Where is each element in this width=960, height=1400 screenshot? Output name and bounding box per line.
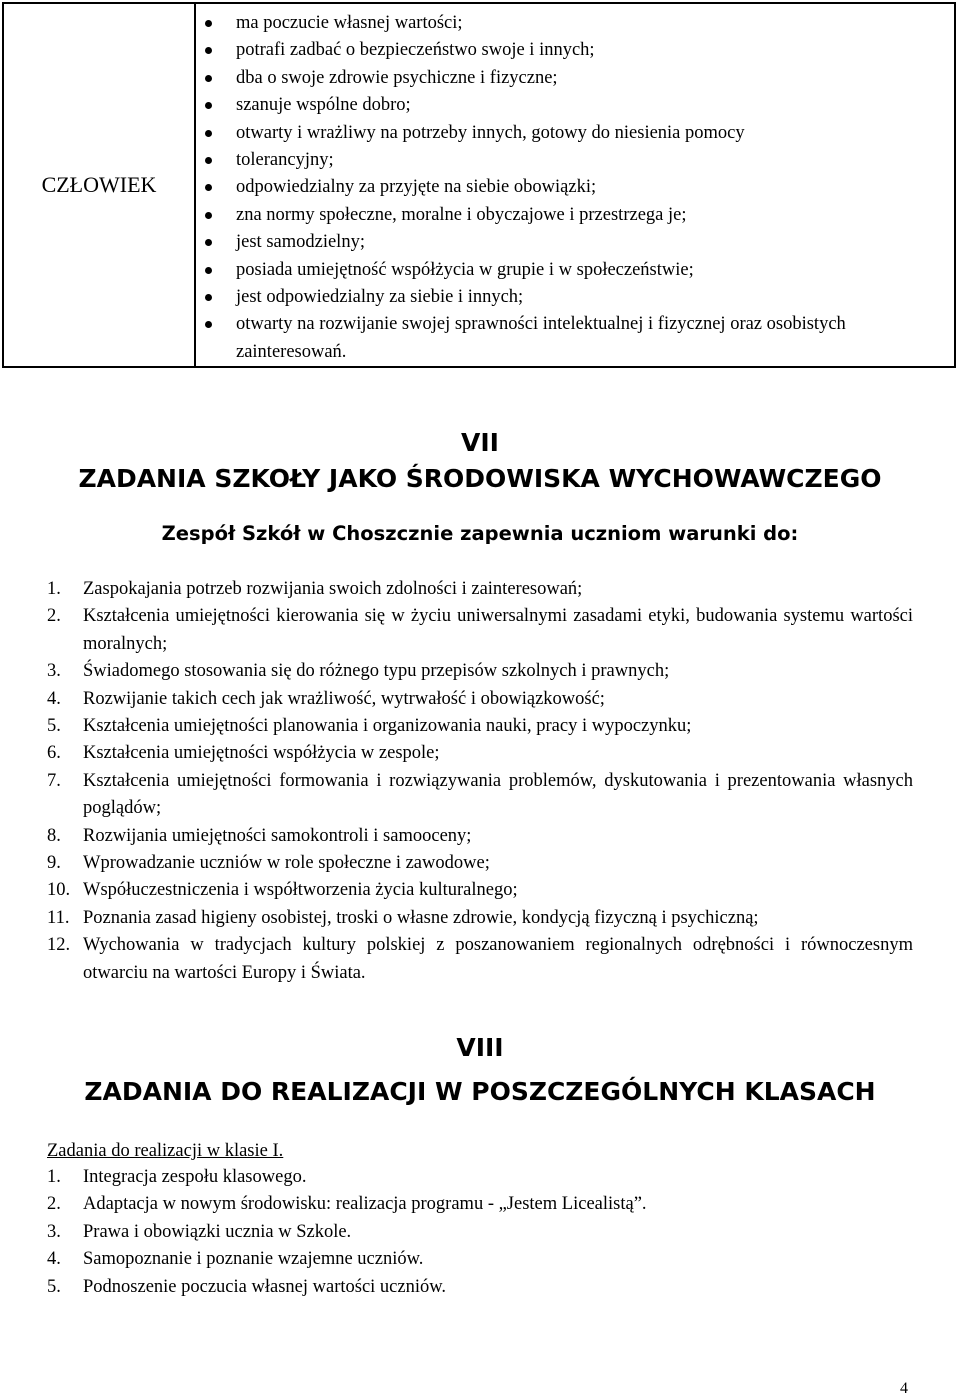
- list-item: [47, 603, 913, 658]
- item-number: 3.: [47, 1221, 61, 1242]
- section7-title: ZADANIA SZKOŁY JAKO ŚRODOWISKA WYCHOWAWCZEGO: [78, 464, 882, 493]
- trait-item: dba o swoje zdrowie psychiczne i fizyczne;: [196, 65, 934, 92]
- table-label-cell: [4, 4, 196, 366]
- item-number: 4.: [47, 1249, 61, 1270]
- section8-list: [47, 1164, 913, 1301]
- item-text: Kształcenia umiejętności współżycia w zespole;: [83, 743, 440, 764]
- list-item: [47, 1164, 913, 1191]
- list-item: [47, 932, 913, 987]
- trait-item: odpowiedzialny za przyjęte na siebie obowiązki;: [196, 174, 934, 201]
- item-text: Samopoznanie i poznanie wzajemne uczniów.: [83, 1249, 424, 1270]
- item-text: Poznania zasad higieny osobistej, troski o własne zdrowie, kondycją fizyczną i psychiczną;: [83, 907, 759, 928]
- list-item: [47, 686, 913, 713]
- item-text: Integracja zespołu klasowego.: [83, 1167, 307, 1187]
- trait-item: jest odpowiedzialny za siebie i innych;: [196, 284, 934, 311]
- trait-item: otwarty i wrażliwy na potrzeby innych, gotowy do niesienia pomocy: [196, 120, 934, 147]
- trait-item: jest samodzielny;: [196, 229, 934, 256]
- item-number: 4.: [47, 688, 61, 709]
- list-item: [47, 1246, 913, 1273]
- item-number: 9.: [47, 853, 61, 874]
- item-number: 1.: [47, 579, 61, 599]
- list-item: [47, 658, 913, 685]
- class1-heading: Zadania do realizacji w klasie I.: [47, 1141, 284, 1161]
- item-text: Kształcenia umiejętności kierowania się w życiu uniwersalnymi zasadami etyki, budowania systemu wartości moralnych;: [83, 606, 913, 654]
- item-number: 5.: [47, 1276, 61, 1297]
- item-text: Adaptacja w nowym środowisku: realizacja programu - „Jestem Licealistą”.: [83, 1194, 647, 1215]
- person-traits-table: [2, 2, 956, 368]
- list-item: [47, 1274, 913, 1301]
- item-number: 7.: [47, 770, 61, 791]
- list-item: [47, 850, 913, 877]
- section7-number: VII: [461, 428, 499, 457]
- section8-title: ZADANIA DO REALIZACJI W POSZCZEGÓLNYCH KLASACH: [84, 1077, 876, 1106]
- trait-item: posiada umiejętność współżycia w grupie i w społeczeństwie;: [196, 257, 934, 284]
- item-text: Rozwijania umiejętności samokontroli i samooceny;: [83, 825, 472, 846]
- table-traits-cell: [196, 4, 954, 366]
- item-text: Współuczestniczenia i współtworzenia życia kulturalnego;: [83, 880, 518, 901]
- item-text: Kształcenia umiejętności planowania i organizowania nauki, pracy i wypoczynku;: [83, 716, 692, 737]
- trait-item: szanuje wspólne dobro;: [196, 92, 934, 119]
- list-item: [47, 905, 913, 932]
- table-label: CZŁOWIEK: [41, 172, 157, 197]
- item-number: 5.: [47, 716, 61, 737]
- item-number: 11.: [47, 907, 70, 928]
- item-text: Zaspokajania potrzeb rozwijania swoich zdolności i zainteresowań;: [83, 579, 583, 599]
- trait-item: potrafi zadbać o bezpieczeństwo swoje i innych;: [196, 37, 934, 64]
- trait-item: otwarty na rozwijanie swojej sprawności intelektualnej i fizycznej oraz osobistych zainteresowań.: [196, 311, 934, 366]
- item-number: 8.: [47, 825, 61, 846]
- section7-list: [47, 576, 913, 987]
- item-text: Wychowania w tradycjach kultury polskiej z poszanowaniem regionalnych odrębności i równoczesnym otwarciu na wartości Europy i Świata.: [83, 935, 913, 983]
- item-number: 2.: [47, 1194, 61, 1215]
- list-item: [47, 877, 913, 904]
- item-number: 2.: [47, 606, 61, 627]
- section7-subtitle: Zespół Szkół w Choszcznie zapewnia uczniom warunki do:: [161, 522, 799, 545]
- list-item: [47, 768, 913, 823]
- item-number: 6.: [47, 743, 61, 764]
- list-item: [47, 576, 913, 603]
- item-text: Podnoszenie poczucia własnej wartości uczniów.: [83, 1276, 447, 1297]
- list-item: [47, 823, 913, 850]
- item-number: 3.: [47, 661, 61, 682]
- item-text: Kształcenia umiejętności formowania i rozwiązywania problemów, dyskutowania i prezentowania własnych poglądów;: [83, 770, 913, 819]
- item-number: 12.: [47, 935, 71, 956]
- trait-item: ma poczucie własnej wartości;: [196, 10, 934, 37]
- list-item: [47, 740, 913, 767]
- item-text: Wprowadzanie uczniów w role społeczne i zawodowe;: [83, 853, 490, 874]
- trait-item: zna normy społeczne, moralne i obyczajowe i przestrzega je;: [196, 202, 934, 229]
- item-text: Świadomego stosowania się do różnego typu przepisów szkolnych i prawnych;: [83, 661, 670, 682]
- item-number: 1.: [47, 1167, 61, 1187]
- list-item: [47, 1191, 913, 1218]
- item-number: 10.: [47, 880, 71, 901]
- item-text: Rozwijanie takich cech jak wrażliwość, wytrwałość i obowiązkowość;: [83, 688, 605, 709]
- list-item: [47, 713, 913, 740]
- item-text: Prawa i obowiązki ucznia w Szkole.: [83, 1221, 352, 1242]
- traits-list: [196, 10, 934, 366]
- trait-item: tolerancyjny;: [196, 147, 934, 174]
- list-item: [47, 1219, 913, 1246]
- section8-number: VIII: [456, 1033, 504, 1062]
- page-number: 4: [900, 1380, 908, 1397]
